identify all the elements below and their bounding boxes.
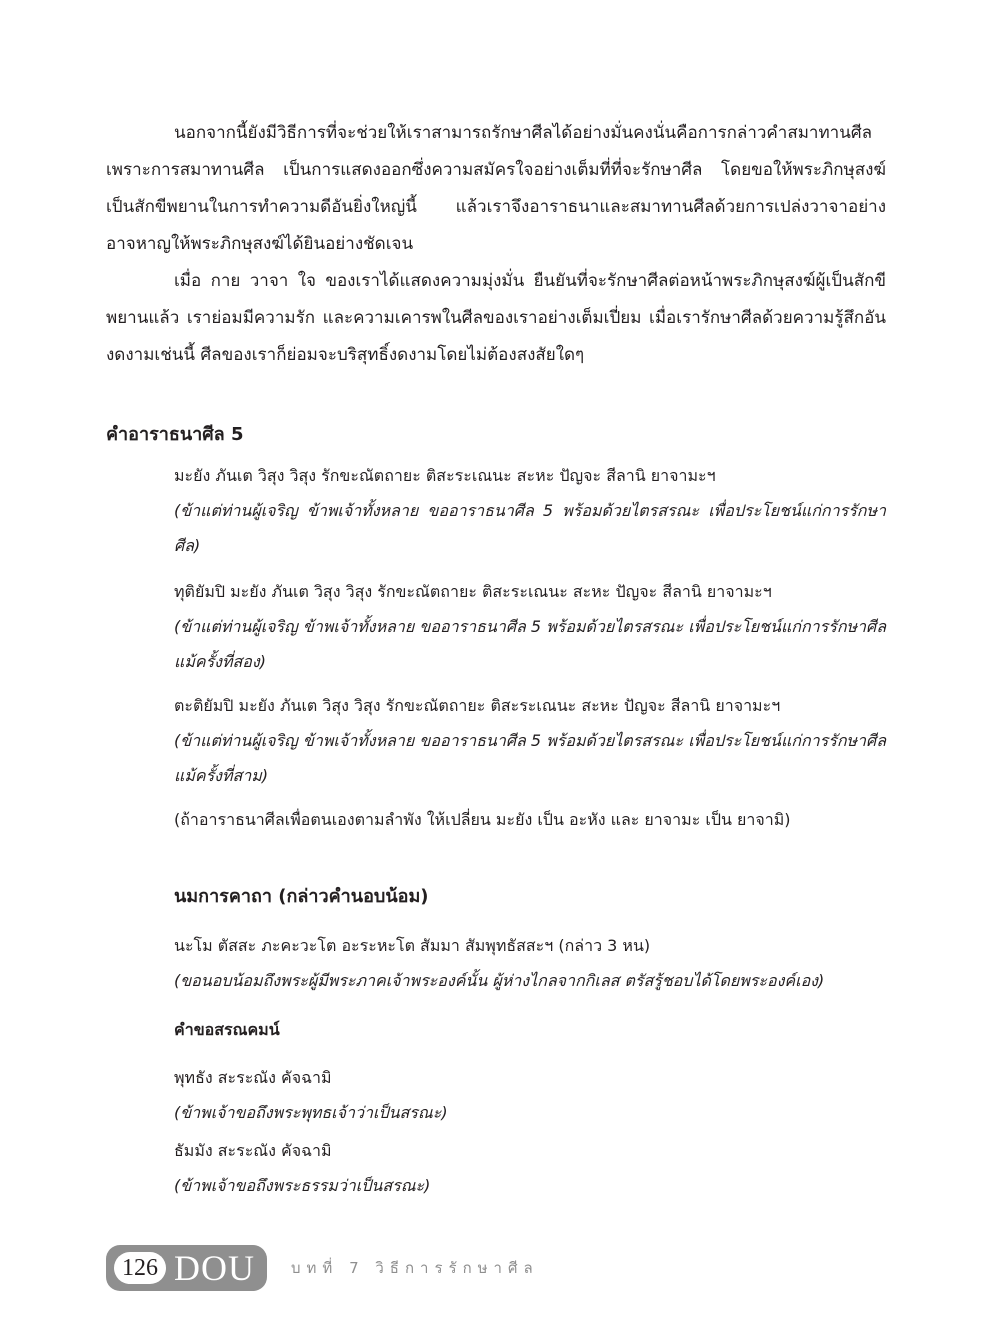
arathana-second-translation: (ข้าแต่ท่านผู้เจริญ ข้าพเจ้าทั้งหลาย ขออาราธนาศีล 5 พร้อมด้วยไตรสรณะ เพื่อประโยชน์แก่การรักษาศีล แม้ครั้งที่สอง) [174, 617, 886, 671]
saranakom-buddha-block [174, 1060, 886, 1130]
arathana-first-block [174, 458, 886, 563]
arathana-first-translation: (ข้าแต่ท่านผู้เจริญ ข้าพเจ้าทั้งหลาย ขออาราธนาศีล 5 พร้อมด้วยไตรสรณะ เพื่อประโยชน์แก่การรักษาศีล) [174, 501, 886, 555]
saranakom-dhamma-pali: ธัมมัง สะระณัง คัจฉามิ [174, 1141, 332, 1160]
arathana-second-block [174, 574, 886, 679]
arathana-third-translation: (ข้าแต่ท่านผู้เจริญ ข้าพเจ้าทั้งหลาย ขออาราธนาศีล 5 พร้อมด้วยไตรสรณะ เพื่อประโยชน์แก่การรักษาศีล แม้ครั้งที่สาม) [174, 731, 886, 785]
page-number: 126 [114, 1252, 166, 1284]
saranakom-buddha-translation: (ข้าพเจ้าขอถึงพระพุทธเจ้าว่าเป็นสรณะ) [174, 1103, 448, 1122]
page-footer [106, 1245, 539, 1291]
namakan-block [174, 928, 886, 998]
arathana-third-pali: ตะติยัมปิ มะยัง ภันเต วิสุง วิสุง รักขะณัตถายะ ติสะระเณนะ สะหะ ปัญจะ สีลานิ ยาจามะฯ [174, 696, 781, 715]
arathana-first-pali: มะยัง ภันเต วิสุง วิสุง รักขะณัตถายะ ติสะระเณนะ สะหะ ปัญจะ สีลานิ ยาจามะฯ [174, 466, 716, 485]
chapter-title: บทที่ 7 วิธีการรักษาศีล [291, 1259, 539, 1277]
intro-paragraph-1: นอกจากนี้ยังมีวิธีการที่จะช่วยให้เราสามารถรักษาศีลได้อย่างมั่นคงนั่นคือการกล่าวคำสมาทานศีล เพราะการสมาทานศีล เป็นการแสดงออกซึ่งความสมัครใจอย่างเต็มที่ที่จะรักษาศีล โดยขอให้พระภิกษุสงฆ์เป็นสักขีพยานในการทำความดีอันยิ่งใหญ่นี้ แล้วเราจึงอาราธนาและสมาทานศีลด้วยการเปล่งวาจาอย่างอาจหาญให้พระภิกษุสงฆ์ได้ยินอย่างชัดเจน [106, 123, 886, 254]
namakan-pali: นะโม ตัสสะ ภะคะวะโต อะระหะโต สัมมา สัมพุทธัสสะฯ (กล่าว 3 หน) [174, 936, 651, 955]
arathana-note: (ถ้าอาราธนาศีลเพื่อตนเองตามลำพัง ให้เปลี่ยน มะยัง เป็น อะหัง และ ยาจามะ เป็น ยาจามิ) [174, 810, 791, 829]
saranakom-dhamma-translation: (ข้าพเจ้าขอถึงพระธรรมว่าเป็นสรณะ) [174, 1176, 431, 1195]
intro-paragraph-2: เมื่อ กาย วาจา ใจ ของเราได้แสดงความมุ่งมั่น ยืนยันที่จะรักษาศีลต่อหน้าพระภิกษุสงฆ์ผู้เป็นสักขีพยานแล้ว เราย่อมมีความรัก และความเคารพในศีลของเราอย่างเต็มเปี่ยม เมื่อเรารักษาศีลด้วยความรู้สึกอันงดงามเช่นนี้ ศีลของเราก็ย่อมจะบริสุทธิ์งดงามโดยไม่ต้องสงสัยใดๆ [106, 271, 886, 365]
saranakom-buddha-pali: พุทธัง สะระณัง คัจฉามิ [174, 1068, 332, 1087]
saranakom-heading: คำขอสรณคมน์ [174, 1020, 280, 1039]
saranakom-dhamma-block [174, 1133, 886, 1203]
dou-logo: DOU [174, 1248, 255, 1288]
footer-badge [106, 1245, 267, 1291]
arathana-heading: คำอาราธนาศีล 5 [106, 424, 244, 445]
arathana-note-block [174, 802, 886, 837]
namakan-translation: (ขอนอบน้อมถึงพระผู้มีพระภาคเจ้าพระองค์นั้น ผู้ห่างไกลจากกิเลส ตรัสรู้ชอบได้โดยพระองค์เอง) [174, 971, 825, 990]
arathana-second-pali: ทุติยัมปิ มะยัง ภันเต วิสุง วิสุง รักขะณัตถายะ ติสะระเณนะ สะหะ ปัญจะ สีลานิ ยาจามะฯ [174, 582, 772, 601]
namakan-heading: นมการคาถา (กล่าวคำนอบน้อม) [174, 886, 429, 907]
arathana-third-block [174, 688, 886, 793]
